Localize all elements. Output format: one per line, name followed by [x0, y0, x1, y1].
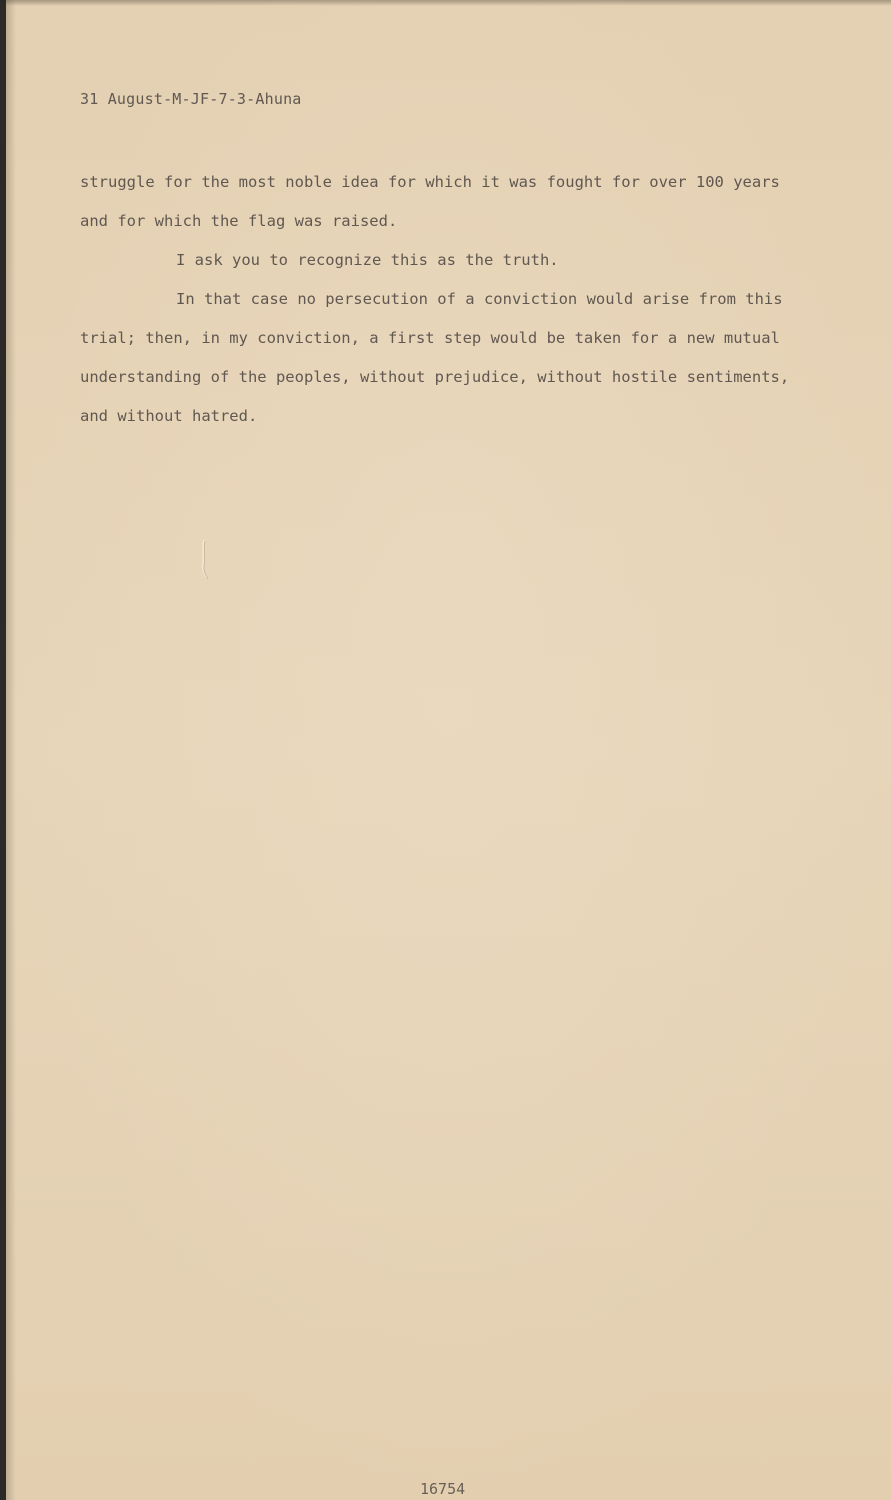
page-top-shadow	[6, 0, 891, 6]
text-line: and without hatred.	[80, 407, 258, 425]
text-line: trial; then, in my conviction, a first step would be taken for a new mutual	[80, 329, 780, 347]
paper-crease-mark	[199, 538, 209, 580]
document-header: 31 August-M-JF-7-3-Ahuna	[80, 90, 302, 108]
document-page	[6, 0, 891, 1500]
text-line: understanding of the peoples, without prejudice, without hostile sentiments,	[80, 368, 790, 386]
page-number: 16754	[420, 1480, 466, 1498]
document-body	[80, 163, 820, 436]
text-line: struggle for the most noble idea for which it was fought for over 100 years	[80, 173, 780, 191]
text-line: I ask you to recognize this as the truth.	[176, 251, 559, 269]
text-line: In that case no persecution of a conviction would arise from this	[176, 290, 783, 308]
page-edge-shadow	[6, 0, 16, 1500]
text-line: and for which the flag was raised.	[80, 212, 398, 230]
